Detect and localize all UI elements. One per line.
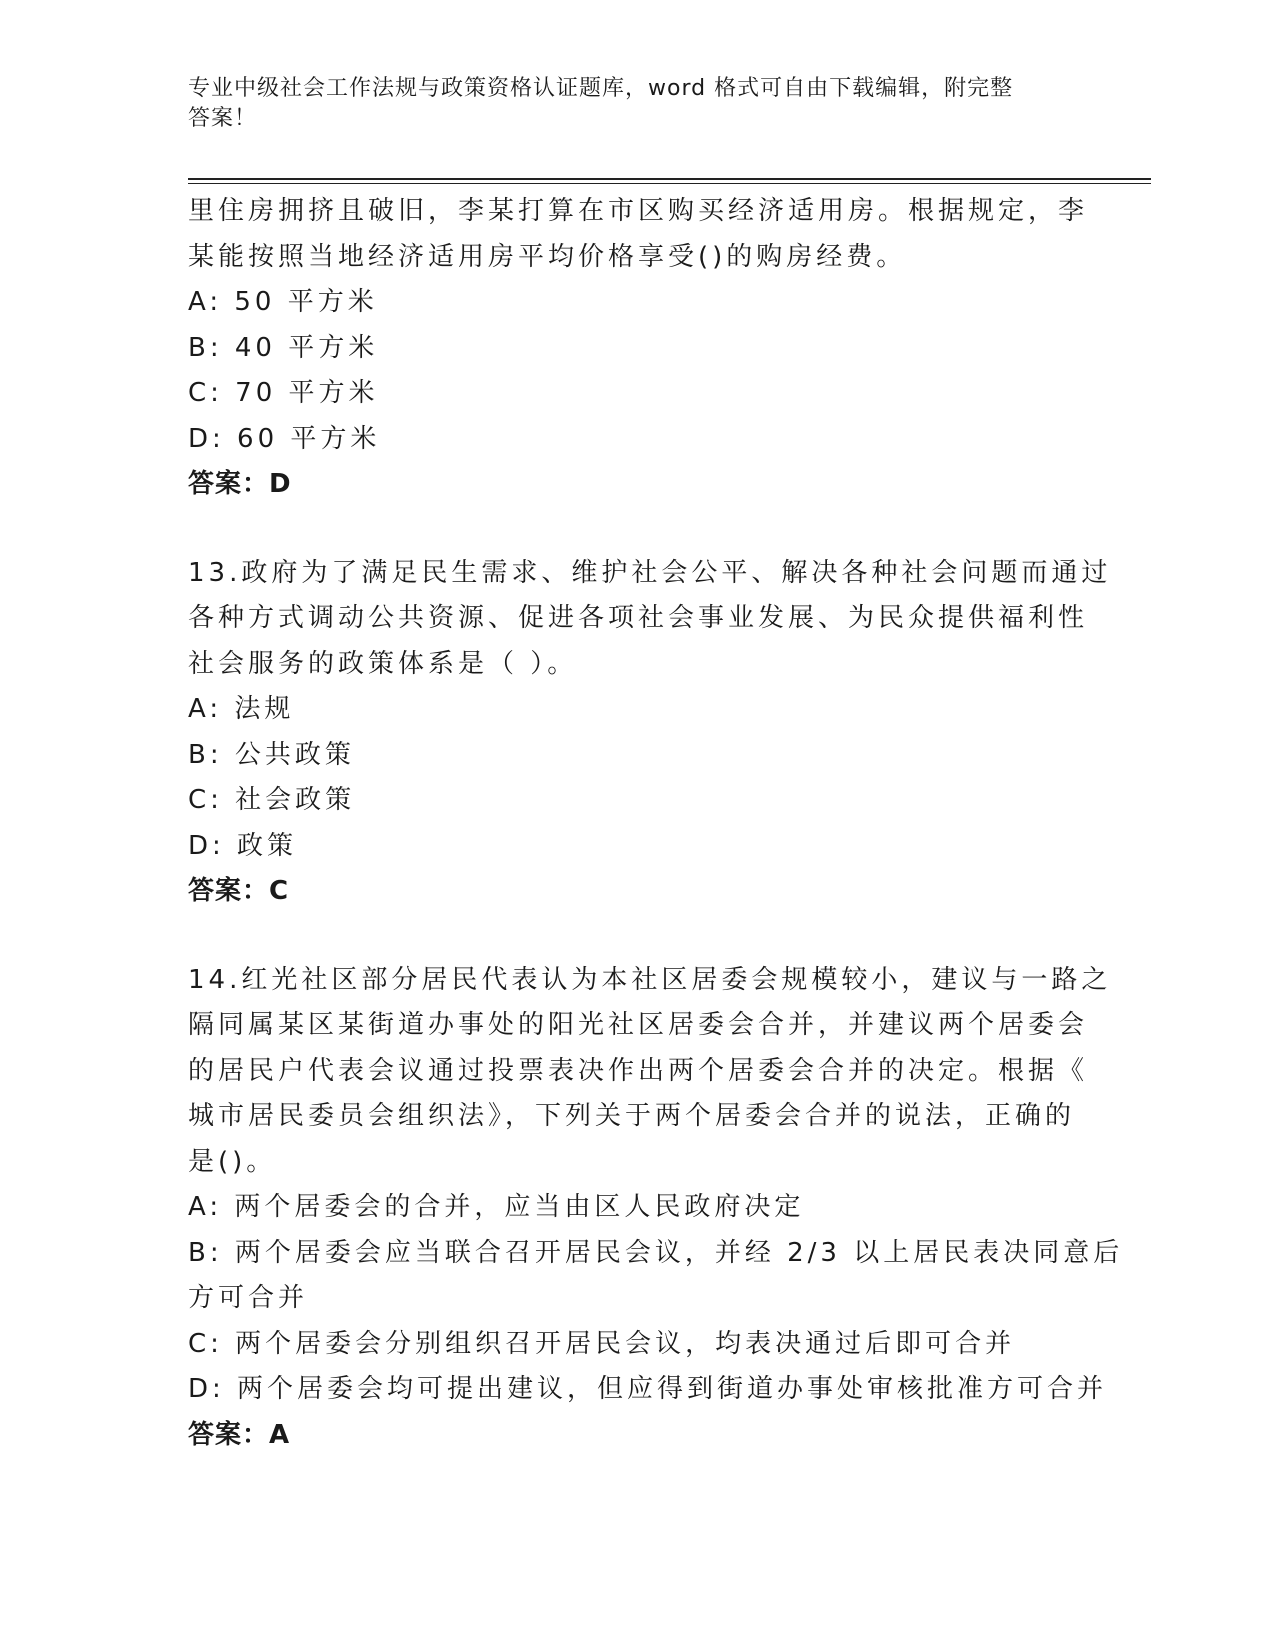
answer-line: 答案：D bbox=[188, 469, 292, 499]
option-d: D: 60 平方米 bbox=[188, 423, 381, 454]
question-stem-line: 13.政府为了满足民生需求、维护社会公平、解决各种社会问题而通过 bbox=[188, 557, 1112, 588]
option-b: B: 40 平方米 bbox=[188, 332, 379, 363]
question-13 bbox=[188, 551, 1112, 915]
question-stem-line: 某能按照当地经济适用房平均价格享受()的购房经费。 bbox=[188, 241, 907, 272]
header-line-2: 答案！ bbox=[188, 106, 258, 131]
question-stem-line: 各种方式调动公共资源、促进各项社会事业发展、为民众提供福利性 bbox=[188, 603, 1089, 633]
header-rule-thick bbox=[188, 178, 1151, 180]
option-b-continued: 方可合并 bbox=[188, 1283, 309, 1313]
page-header bbox=[188, 74, 1068, 134]
question-stem-line: 的居民户代表会议通过投票表决作出两个居委会合并的决定。根据《 bbox=[188, 1055, 1089, 1086]
question-14 bbox=[188, 958, 1124, 1459]
question-stem-line: 里住房拥挤且破旧，李某打算在市区购买经济适用房。根据规定，李 bbox=[188, 196, 1089, 226]
option-a: A: 法规 bbox=[188, 694, 295, 724]
option-b: B: 公共政策 bbox=[188, 739, 355, 770]
question-stem-line: 社会服务的政策体系是（ ）。 bbox=[188, 648, 578, 679]
option-c: C: 社会政策 bbox=[188, 785, 356, 815]
option-c: C: 70 平方米 bbox=[188, 378, 379, 408]
spacer bbox=[188, 508, 1078, 551]
question-stem-line: 城市居民委员会组织法》，下列关于两个居委会合并的说法，正确的 bbox=[188, 1101, 1076, 1131]
option-d: D: 两个居委会均可提出建议，但应得到街道办事处审核批准方可合并 bbox=[188, 1374, 1108, 1404]
header-rule-thin bbox=[188, 183, 1151, 184]
option-d: D: 政策 bbox=[188, 830, 298, 861]
document-body bbox=[188, 189, 1124, 1458]
option-a: A: 两个居委会的合并，应当由区人民政府决定 bbox=[188, 1192, 805, 1222]
question-stem-line: 14.红光社区部分居民代表认为本社区居委会规模较小，建议与一路之 bbox=[188, 964, 1112, 995]
answer-line: 答案：C bbox=[188, 876, 290, 906]
option-b: B: 两个居委会应当联合召开居民会议，并经 2/3 以上居民表决同意后 bbox=[188, 1237, 1124, 1268]
option-a: A: 50 平方米 bbox=[188, 287, 378, 317]
spacer bbox=[188, 915, 1078, 958]
header-line-1: 专业中级社会工作法规与政策资格认证题库，word 格式可自由下载编辑，附完整 bbox=[188, 76, 1014, 101]
option-c: C: 两个居委会分别组织召开居民会议，均表决通过后即可合并 bbox=[188, 1328, 1016, 1359]
question-stem-line: 是()。 bbox=[188, 1146, 277, 1177]
question-stem-line: 隔同属某区某街道办事处的阳光社区居委会合并，并建议两个居委会 bbox=[188, 1010, 1089, 1040]
question-12 bbox=[188, 189, 1089, 508]
answer-line: 答案：A bbox=[188, 1419, 291, 1450]
